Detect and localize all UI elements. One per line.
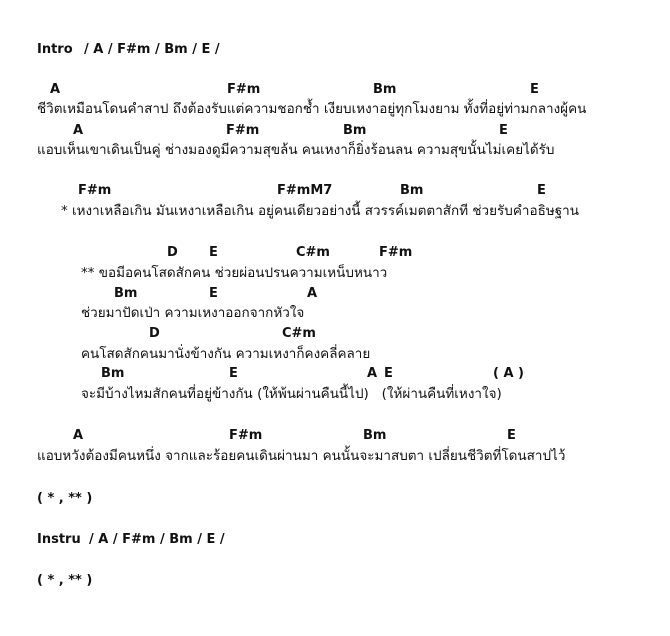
chord: C#m [282,326,316,341]
chord: E [499,123,508,138]
chord: A [367,366,378,381]
lyric-line: ช่วยมาปัดเป่า ความเหงาออกจากหัวใจ [81,305,305,321]
instru-chords: / A / F#m / Bm / E / [89,532,225,547]
chord: F#m [379,245,413,260]
chord: ( A ) [493,366,524,381]
chord: Bm [400,183,424,198]
chord: Bm [114,286,138,301]
chord: Bm [373,82,397,97]
chord: E [384,366,393,381]
chord: F#m [78,183,112,198]
lyric-line: คนโสดสักคนมานั่งข้างกัน ความเหงาก็คงคลี่คลาย [81,346,371,362]
intro-chords: / A / F#m / Bm / E / [84,42,220,57]
chord: E [537,183,546,198]
chord: C#m [296,245,330,260]
lyric-line: * เหงาเหลือเกิน มันเหงาเหลือเกิน อยู่คนเดียวอย่างนี้ สวรรค์เมตตาสักที ช่วยรับคำอธิษฐาน [61,203,579,219]
instru-label: Instru [37,532,81,547]
chord: D [149,326,160,341]
chord: F#mM7 [277,183,333,198]
repeat-marker: ( * , ** ) [37,573,93,588]
chord: E [209,245,218,260]
chord: E [530,82,539,97]
chord: D [167,245,178,260]
lyric-line: ** ขอมีอคนโสดสักคน ช่วยผ่อนปรนความเหน็บหนาว [81,265,388,281]
chord: E [507,428,516,443]
chord: F#m [226,123,260,138]
chord: Bm [101,366,125,381]
lyric-line: จะมีบ้างไหมสักคนที่อยู่ข้างกัน (ให้พ้นผ่านคืนนี้ไป) (ให้ผ่านคืนที่เหงาใจ) [81,386,502,402]
chord: A [50,82,61,97]
chord: A [307,286,318,301]
lyric-line: แอบหวังต้องมีคนหนึ่ง จากและร้อยคนเดินผ่านมา คนนั้นจะมาสบตา เปลี่ยนชีวิตที่โดนสาปไว้ [37,448,566,464]
chord: E [209,286,218,301]
chord: F#m [227,82,261,97]
lyric-line: ชีวิตเหมือนโดนคำสาป ถึงต้องรับแต่ความชอกช้ำ เงียบเหงาอยู่ทุกโมงยาม ทั้งที่อยู่ท่ามกลางผู้คน [37,101,587,117]
repeat-marker: ( * , ** ) [37,491,93,506]
chord: A [73,123,84,138]
chord: E [229,366,238,381]
chord: F#m [229,428,263,443]
chord: A [73,428,84,443]
lyric-line: แอบเห็นเขาเดินเป็นคู่ ช่างมองดูมีความสุขล้น คนเหงาก็ยิ่งร้อนลน ความสุขนั้นไม่เคยได้รับ [37,142,555,158]
intro-label: Intro [37,42,73,57]
chord: Bm [343,123,367,138]
chord: Bm [363,428,387,443]
